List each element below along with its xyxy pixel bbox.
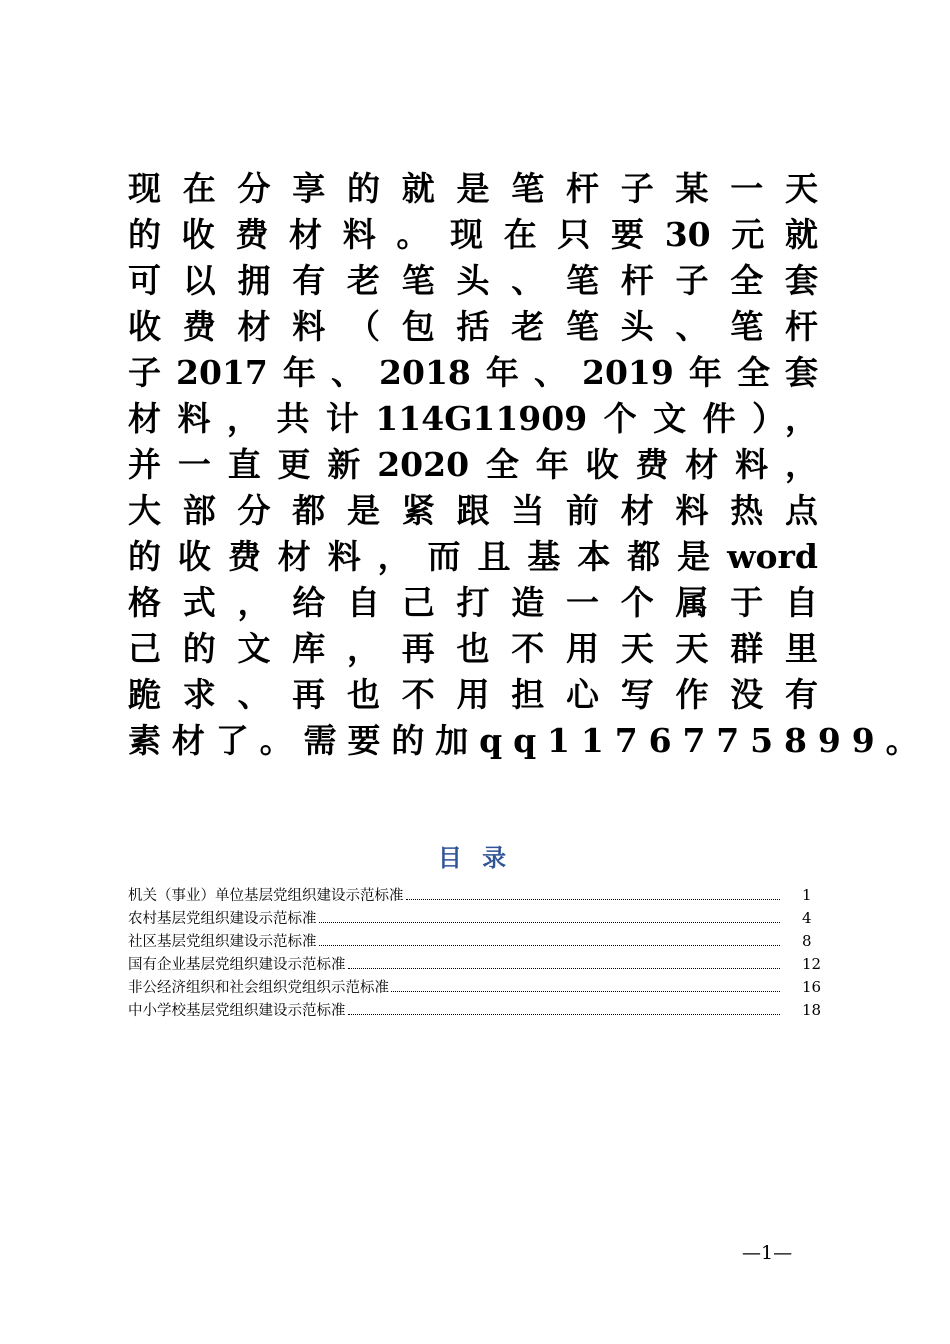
- toc-dot-leader: [406, 899, 781, 900]
- toc-page-number: 4: [802, 909, 812, 927]
- toc-page-number: 12: [802, 955, 822, 973]
- toc-page-number: 8: [802, 932, 812, 950]
- toc-entry[interactable]: [128, 930, 838, 953]
- toc-entry[interactable]: [128, 907, 838, 930]
- toc-dot-leader: [319, 945, 781, 946]
- promo-line: 大部分都是紧跟当前材料热点: [128, 491, 818, 530]
- table-of-contents: [128, 884, 838, 1022]
- toc-entry-title: 社区基层党组织建设示范标准: [128, 934, 317, 950]
- promo-line: 现在分享的就是笔杆子某一天: [128, 169, 818, 208]
- toc-dot-leader: [348, 968, 781, 969]
- toc-entry-title: 国有企业基层党组织建设示范标准: [128, 957, 346, 973]
- promo-line: 的收费材料，而且基本都是word: [128, 537, 818, 576]
- promo-line: 子2017年、2018年、2019年全套: [128, 353, 818, 392]
- promo-paragraph: [128, 166, 930, 764]
- promo-line: 的收费材料。现在只要30元就: [128, 215, 818, 254]
- toc-entry[interactable]: [128, 999, 838, 1022]
- promo-line: 己的文库，再也不用天天群里: [128, 629, 818, 668]
- promo-line: 跪求、再也不用担心写作没有: [128, 675, 818, 714]
- toc-entry-title: 中小学校基层党组织建设示范标准: [128, 1003, 346, 1019]
- toc-page-number: 1: [802, 886, 812, 904]
- toc-dot-leader: [319, 922, 781, 923]
- toc-title: 目 录: [437, 843, 513, 872]
- toc-entry-title: 机关（事业）单位基层党组织建设示范标准: [128, 888, 404, 904]
- promo-line: 材料，共计114G11909个文件），: [128, 399, 818, 438]
- toc-entry-title: 农村基层党组织建设示范标准: [128, 911, 317, 927]
- toc-page-number: 16: [802, 978, 822, 996]
- promo-line: 并一直更新2020全年收费材料，: [128, 445, 818, 484]
- toc-page-number: 18: [802, 1001, 822, 1019]
- promo-line: 素材了。需要的加qq1176775899。: [128, 721, 930, 760]
- promo-line: 收费材料（包括老笔头、笔杆: [128, 307, 818, 346]
- toc-dot-leader: [391, 991, 780, 992]
- toc-dot-leader: [348, 1014, 781, 1015]
- toc-entry[interactable]: [128, 976, 838, 999]
- toc-entry[interactable]: [128, 884, 838, 907]
- page-number: —1—: [742, 1242, 793, 1264]
- promo-line: 可以拥有老笔头、笔杆子全套: [128, 261, 818, 300]
- promo-line: 格式，给自己打造一个属于自: [128, 583, 818, 622]
- toc-entry[interactable]: [128, 953, 838, 976]
- toc-entry-title: 非公经济组织和社会组织党组织示范标准: [128, 980, 389, 996]
